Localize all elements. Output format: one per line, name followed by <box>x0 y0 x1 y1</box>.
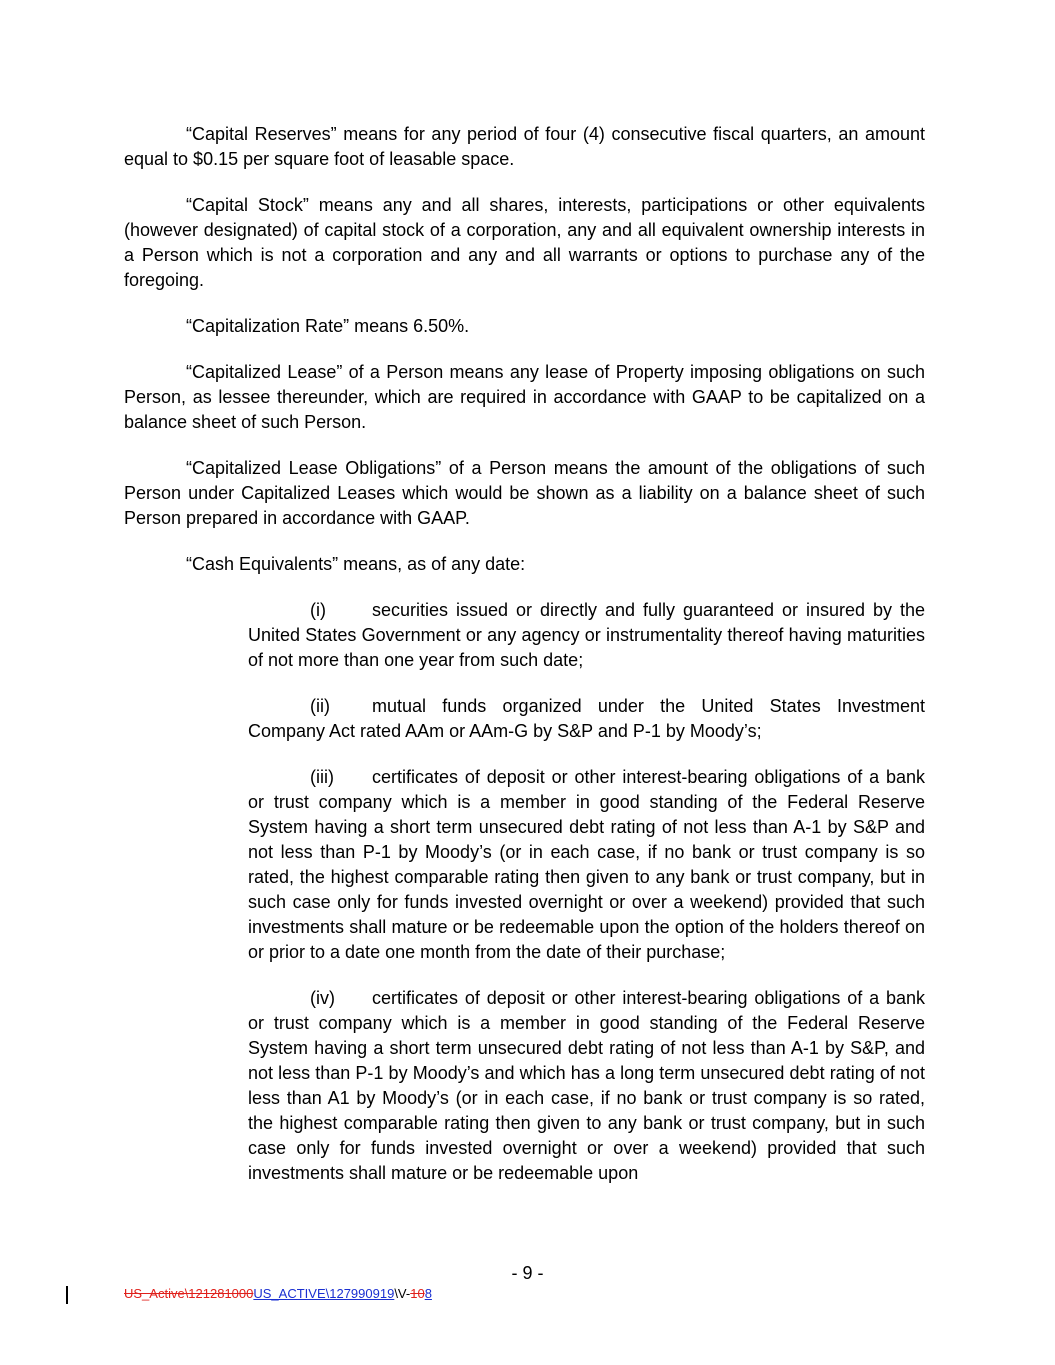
change-bar <box>66 1286 68 1304</box>
deleted-document-id: US_Active\121281000 <box>124 1286 254 1301</box>
subparagraph-number: (ii) <box>310 696 330 716</box>
subparagraph-text: securities issued or directly and fully guaranteed or insured by the United States Government or any agency or instrumentality thereof having maturities of not more than one year from such date; <box>248 600 925 670</box>
subparagraph-ii <box>248 694 925 744</box>
inserted-version: 8 <box>424 1286 432 1301</box>
definition-capital-reserves: “Capital Reserves” means for any period of four (4) consecutive fiscal quarters, an amount equal to $0.15 per square foot of leasable space. <box>124 124 925 169</box>
document-body <box>124 122 925 1207</box>
subparagraph-number: (iii) <box>310 767 334 787</box>
definition-capital-stock: “Capital Stock” means any and all shares, interests, participations or other equivalents (however designated) of capital stock of a corporation, any and all equivalent ownership interests in a Person which is not a corporation and any and all warrants or options to purchase any of the foregoing. <box>124 195 925 290</box>
deleted-version: 10 <box>410 1286 425 1301</box>
subparagraph-i <box>248 598 925 673</box>
definition-capitalization-rate: “Capitalization Rate” means 6.50%. <box>186 316 470 336</box>
subparagraph-iv <box>248 986 925 1186</box>
document-id-footer <box>124 1286 432 1301</box>
inserted-document-id: US_ACTIVE\127990919 <box>253 1286 395 1301</box>
definition-capitalized-lease-obligations: “Capitalized Lease Obligations” of a Person means the amount of the obligations of such Person under Capitalized Leases which would be shown as a liability on a balance sheet of such Person prepared in accordance with GAAP. <box>124 458 925 528</box>
definition-capitalized-lease: “Capitalized Lease” of a Person means any lease of Property imposing obligations on such Person, as lessee thereunder, which are required in accordance with GAAP to be capitalized on a balance sheet of such Person. <box>124 362 925 432</box>
subparagraph-number: (i) <box>310 600 326 620</box>
subparagraph-text: certificates of deposit or other interest-bearing obligations of a bank or trust company which is a member in good standing of the Federal Reserve System having a short term unsecured debt rating of not less than A-1 by S&P, and not less than P-1 by Moody’s and which has a long term unsecured debt rating of not less than A1 by Moody’s (or in each case, if no bank or trust company is so rated, the highest comparable rating then given to any bank or trust company, but in such case only for funds invested overnight or over a weekend) provided that such investments shall mature or be redeemable upon <box>248 988 925 1183</box>
version-separator: \V- <box>394 1286 411 1301</box>
definition-cash-equivalents: “Cash Equivalents” means, as of any date: <box>186 554 526 574</box>
subparagraph-text: mutual funds organized under the United States Investment Company Act rated AAm or AAm-G by S&P and P-1 by Moody’s; <box>248 696 925 741</box>
page-number: - 9 - <box>511 1263 544 1283</box>
subparagraph-iii <box>248 765 925 965</box>
subparagraph-number: (iv) <box>310 988 335 1008</box>
subparagraph-text: certificates of deposit or other interest-bearing obligations of a bank or trust company which is a member in good standing of the Federal Reserve System having a short term unsecured debt rating of not less than A-1 by S&P and not less than P-1 by Moody’s (or in each case, if no bank or trust company is so rated, the highest comparable rating then given to any bank or trust company, but in such case only for funds invested overnight or over a weekend) provided that such investments shall mature or be redeemable upon the option of the holders thereof on or prior to a date one month from the date of their purchase; <box>248 767 925 962</box>
